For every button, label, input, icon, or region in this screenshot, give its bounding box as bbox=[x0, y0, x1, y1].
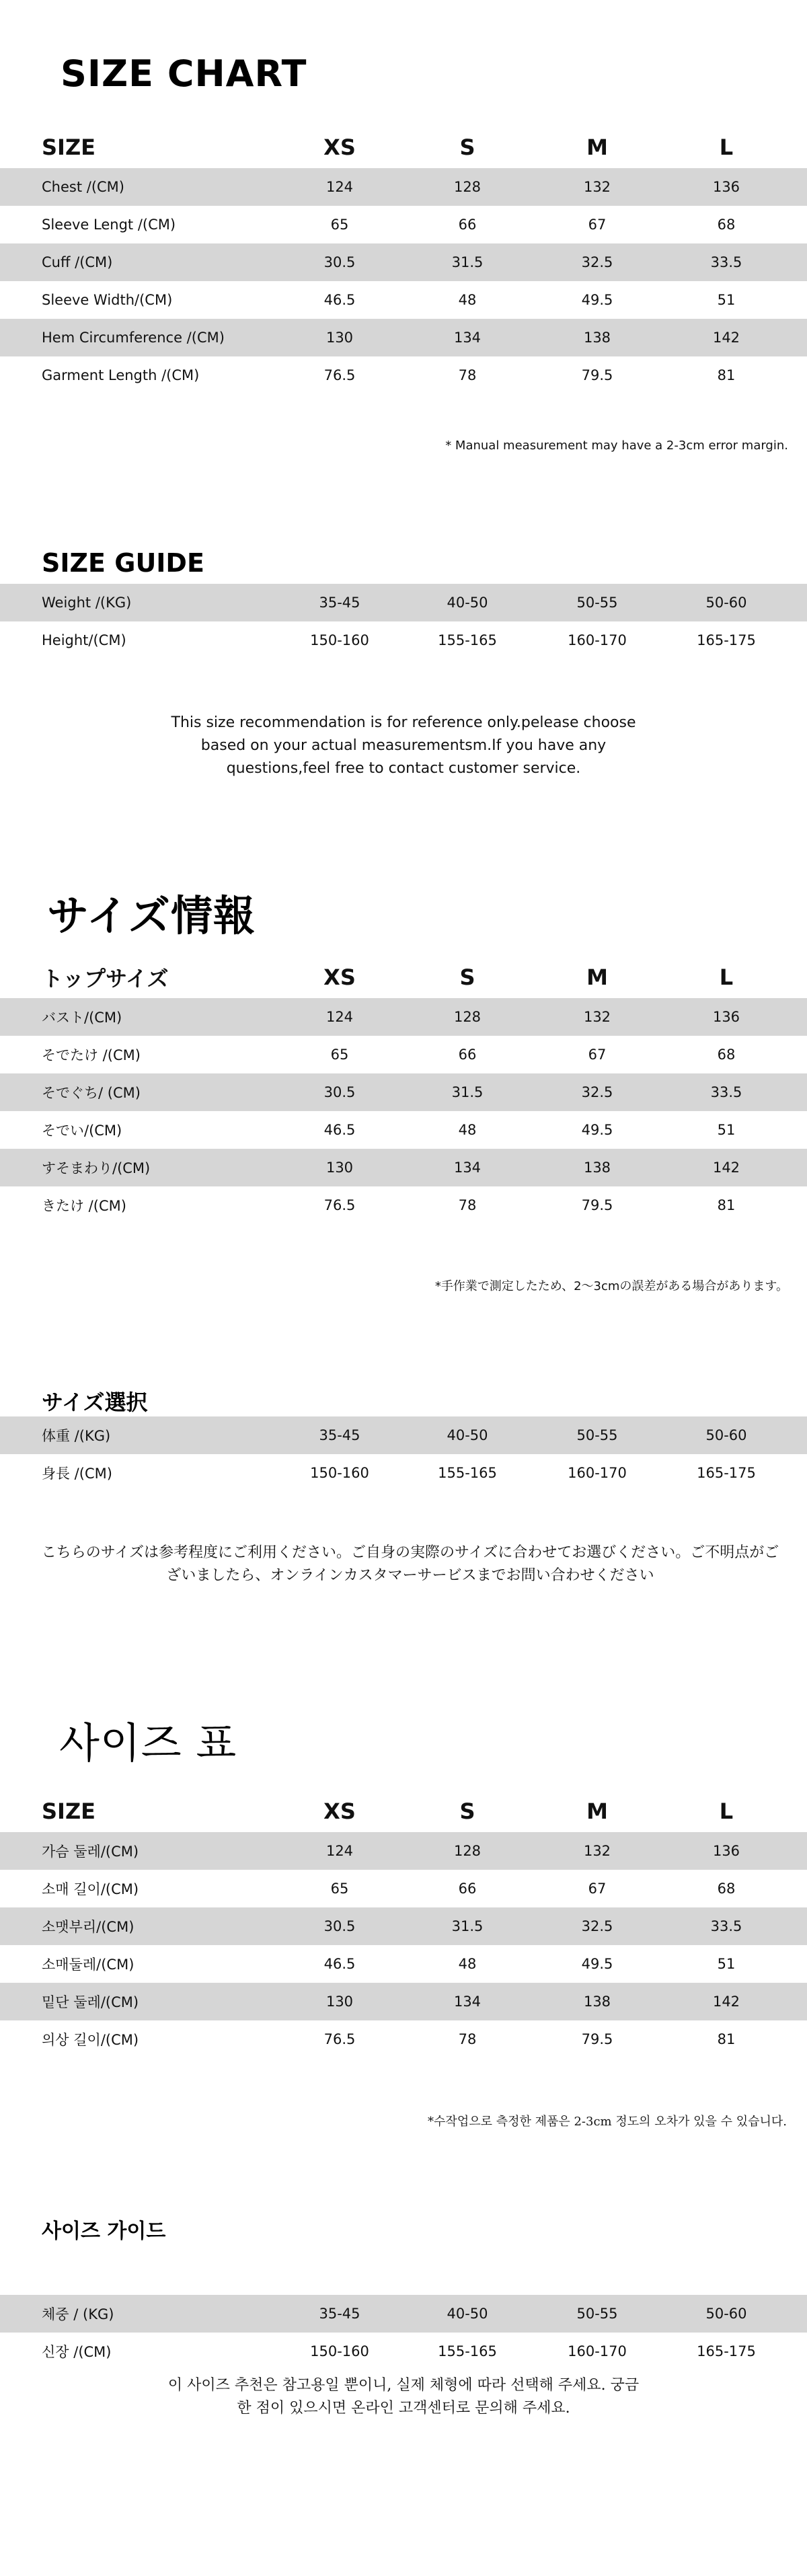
row-value: 128 bbox=[453, 1843, 482, 1859]
row-value: 134 bbox=[453, 330, 482, 346]
row-label: Garment Length /(CM) bbox=[42, 367, 200, 383]
header-xs: XS bbox=[323, 964, 356, 990]
header-m: M bbox=[586, 1798, 608, 1824]
row-label: 체중 / (KG) bbox=[42, 2306, 114, 2322]
table-header-row bbox=[0, 126, 807, 168]
table-row bbox=[0, 2295, 807, 2333]
row-value: 150-160 bbox=[310, 2343, 369, 2359]
header-m: M bbox=[586, 964, 608, 990]
header-m: M bbox=[586, 135, 608, 160]
section-korean bbox=[0, 1702, 807, 2576]
row-value: 33.5 bbox=[710, 1084, 742, 1100]
row-value: 142 bbox=[712, 1994, 740, 2010]
row-value: 81 bbox=[717, 1197, 736, 1213]
row-value: 48 bbox=[458, 292, 477, 308]
row-value: 124 bbox=[325, 1843, 354, 1859]
row-value: 124 bbox=[325, 1009, 354, 1025]
table-row bbox=[0, 1945, 807, 1983]
size-guide-title: SIZE GUIDE bbox=[42, 548, 204, 578]
row-value: 67 bbox=[588, 1047, 607, 1063]
row-label: 밑단 둘레/(CM) bbox=[42, 1994, 139, 2010]
row-value: 50-60 bbox=[705, 595, 747, 611]
row-value: 31.5 bbox=[451, 1918, 484, 1934]
header-s: S bbox=[459, 135, 475, 160]
row-value: 66 bbox=[458, 217, 477, 233]
row-label: そでぐち/ (CM) bbox=[42, 1085, 141, 1101]
table-row bbox=[0, 168, 807, 206]
table-row bbox=[0, 1149, 807, 1186]
header-s: S bbox=[459, 1798, 475, 1824]
row-value: 65 bbox=[330, 1047, 349, 1063]
table-row bbox=[0, 998, 807, 1036]
size-guide-title-jp: サイズ選択 bbox=[42, 1390, 148, 1415]
table-row bbox=[0, 1832, 807, 1870]
header-l: L bbox=[719, 964, 734, 990]
row-label: 신장 /(CM) bbox=[42, 2344, 112, 2360]
row-value: 78 bbox=[458, 367, 477, 383]
row-value: 32.5 bbox=[581, 1084, 613, 1100]
table-row bbox=[0, 1870, 807, 1907]
row-value: 49.5 bbox=[581, 292, 613, 308]
row-value: 65 bbox=[330, 1881, 349, 1897]
row-value: 32.5 bbox=[581, 1918, 613, 1934]
header-l: L bbox=[719, 1798, 734, 1824]
table-row bbox=[0, 281, 807, 319]
size-guide-table-kr-rows bbox=[0, 2295, 807, 2370]
row-value: 31.5 bbox=[451, 254, 484, 270]
row-value: 132 bbox=[583, 179, 611, 195]
row-value: 79.5 bbox=[581, 1197, 613, 1213]
row-value: 66 bbox=[458, 1881, 477, 1897]
row-value: 134 bbox=[453, 1994, 482, 2010]
header-s: S bbox=[459, 964, 475, 990]
row-value: 30.5 bbox=[323, 1918, 356, 1934]
row-label: 소맷부리/(CM) bbox=[42, 1919, 134, 1935]
row-value: 81 bbox=[717, 367, 736, 383]
table-row bbox=[0, 1111, 807, 1149]
row-value: 160-170 bbox=[568, 1465, 627, 1481]
header-xs: XS bbox=[323, 1798, 356, 1824]
table-header-row bbox=[0, 956, 807, 998]
row-value: 130 bbox=[325, 330, 354, 346]
size-guide-note-jp: こちらのサイズは参考程度にご利用ください。ご自身の実際のサイズに合わせてお選びください。ご不明点がございましたら、オンラインカスタマーサービスまでお問い合わせください bbox=[41, 1544, 779, 1584]
row-value: 50-55 bbox=[576, 595, 618, 611]
row-value: 81 bbox=[717, 2031, 736, 2047]
row-value: 79.5 bbox=[581, 2031, 613, 2047]
row-value: 30.5 bbox=[323, 1084, 356, 1100]
row-value: 40-50 bbox=[447, 595, 488, 611]
row-value: 150-160 bbox=[310, 1465, 369, 1481]
row-label: Sleeve Lengt /(CM) bbox=[42, 217, 176, 233]
row-value: 142 bbox=[712, 330, 740, 346]
row-value: 76.5 bbox=[323, 2031, 356, 2047]
row-value: 31.5 bbox=[451, 1084, 484, 1100]
row-value: 155-165 bbox=[438, 1465, 497, 1481]
row-value: 142 bbox=[712, 1160, 740, 1176]
table-row bbox=[0, 1416, 807, 1454]
measurement-note-kr: *수작업으로 측정한 제품은 2-3cm 정도의 오차가 있을 수 있습니다. bbox=[428, 2115, 787, 2129]
row-label: Sleeve Width/(CM) bbox=[42, 292, 173, 308]
row-value: 136 bbox=[712, 1009, 740, 1025]
row-value: 46.5 bbox=[323, 1122, 356, 1138]
row-value: 165-175 bbox=[697, 632, 756, 648]
row-value: 76.5 bbox=[323, 367, 356, 383]
row-value: 136 bbox=[712, 1843, 740, 1859]
row-value: 50-55 bbox=[576, 1427, 618, 1443]
row-label: Cuff /(CM) bbox=[42, 254, 113, 270]
row-label: 身長 /(CM) bbox=[42, 1466, 112, 1482]
row-value: 49.5 bbox=[581, 1956, 613, 1972]
header-label: SIZE bbox=[42, 1798, 96, 1824]
row-value: 132 bbox=[583, 1009, 611, 1025]
row-value: 78 bbox=[458, 1197, 477, 1213]
row-value: 155-165 bbox=[438, 2343, 497, 2359]
table-row bbox=[0, 621, 807, 659]
row-label: 体重 /(KG) bbox=[42, 1428, 111, 1444]
row-value: 46.5 bbox=[323, 1956, 356, 1972]
measurement-note: * Manual measurement may have a 2-3cm error margin. bbox=[445, 439, 788, 453]
table-row bbox=[0, 319, 807, 356]
row-value: 155-165 bbox=[438, 632, 497, 648]
table-row bbox=[0, 243, 807, 281]
size-chart-table-kr bbox=[0, 1790, 807, 2058]
header-label: トップサイズ bbox=[42, 966, 169, 991]
row-value: 138 bbox=[583, 1994, 611, 2010]
row-value: 33.5 bbox=[710, 1918, 742, 1934]
row-value: 51 bbox=[717, 1122, 736, 1138]
table-row bbox=[0, 1907, 807, 1945]
row-label: 의상 길이/(CM) bbox=[42, 2032, 139, 2048]
row-value: 51 bbox=[717, 1956, 736, 1972]
table-row bbox=[0, 356, 807, 394]
row-value: 160-170 bbox=[568, 632, 627, 648]
row-label: すそまわり/(CM) bbox=[42, 1160, 151, 1176]
size-chart-table bbox=[0, 126, 807, 394]
row-label: そでい/(CM) bbox=[42, 1123, 122, 1139]
row-value: 48 bbox=[458, 1122, 477, 1138]
row-label: Height/(CM) bbox=[42, 632, 126, 648]
row-value: 50-60 bbox=[705, 1427, 747, 1443]
measurement-note-jp: *手作業で測定したため、2～3cmの誤差がある場合があります。 bbox=[434, 1279, 788, 1293]
row-value: 138 bbox=[583, 1160, 611, 1176]
row-value: 40-50 bbox=[447, 2306, 488, 2322]
table-row bbox=[0, 1186, 807, 1224]
row-label: そでたけ /(CM) bbox=[42, 1047, 141, 1063]
row-value: 128 bbox=[453, 1009, 482, 1025]
size-guide-table bbox=[0, 584, 807, 659]
row-value: 67 bbox=[588, 1881, 607, 1897]
row-value: 150-160 bbox=[310, 632, 369, 648]
page-title-kr: 사이즈 표 bbox=[59, 1718, 237, 1768]
row-label: Hem Circumference /(CM) bbox=[42, 330, 225, 346]
row-value: 35-45 bbox=[319, 595, 360, 611]
row-value: 138 bbox=[583, 330, 611, 346]
table-row bbox=[0, 2020, 807, 2058]
row-value: 160-170 bbox=[568, 2343, 627, 2359]
section-english bbox=[0, 0, 807, 807]
size-guide-note-kr: 이 사이즈 추천은 참고용일 뿐이니, 실제 체형에 따라 선택해 주세요. 궁금한 점이 있으시면 온라인 고객센터로 문의해 주세요. bbox=[167, 2377, 640, 2417]
row-label: バスト/(CM) bbox=[42, 1010, 122, 1026]
header-label: SIZE bbox=[42, 135, 96, 160]
row-label: Chest /(CM) bbox=[42, 179, 124, 195]
row-value: 165-175 bbox=[697, 2343, 756, 2359]
table-row bbox=[0, 2333, 807, 2370]
row-label: 가슴 둘레/(CM) bbox=[42, 1844, 139, 1860]
row-value: 68 bbox=[717, 1047, 736, 1063]
row-value: 66 bbox=[458, 1047, 477, 1063]
row-value: 130 bbox=[325, 1160, 354, 1176]
row-label: きたけ /(CM) bbox=[42, 1198, 126, 1214]
table-row bbox=[0, 1454, 807, 1492]
row-value: 35-45 bbox=[319, 1427, 360, 1443]
row-value: 132 bbox=[583, 1843, 611, 1859]
header-l: L bbox=[719, 135, 734, 160]
page-title-jp: サイズ情報 bbox=[47, 891, 256, 940]
row-value: 30.5 bbox=[323, 254, 356, 270]
row-value: 68 bbox=[717, 1881, 736, 1897]
row-value: 49.5 bbox=[581, 1122, 613, 1138]
row-value: 130 bbox=[325, 1994, 354, 2010]
section-japanese bbox=[0, 841, 807, 1688]
row-value: 78 bbox=[458, 2031, 477, 2047]
row-value: 124 bbox=[325, 179, 354, 195]
row-value: 67 bbox=[588, 217, 607, 233]
row-value: 65 bbox=[330, 217, 349, 233]
row-value: 136 bbox=[712, 179, 740, 195]
row-value: 51 bbox=[717, 292, 736, 308]
row-value: 48 bbox=[458, 1956, 477, 1972]
table-row bbox=[0, 1073, 807, 1111]
table-row bbox=[0, 1036, 807, 1073]
row-value: 79.5 bbox=[581, 367, 613, 383]
size-guide-title-kr: 사이즈 가이드 bbox=[42, 2220, 166, 2243]
size-guide-note: This size recommendation is for reference only.pelease choose based on your actual measurementsm.If you have any questions,feel free to contact customer service. bbox=[171, 714, 636, 777]
table-row bbox=[0, 206, 807, 243]
row-value: 50-60 bbox=[705, 2306, 747, 2322]
page-title: SIZE CHART bbox=[61, 52, 307, 95]
row-value: 33.5 bbox=[710, 254, 742, 270]
row-value: 40-50 bbox=[447, 1427, 488, 1443]
row-value: 128 bbox=[453, 179, 482, 195]
table-row bbox=[0, 1983, 807, 2020]
row-value: 68 bbox=[717, 217, 736, 233]
header-xs: XS bbox=[323, 135, 356, 160]
size-guide-table-jp bbox=[0, 1416, 807, 1492]
row-value: 76.5 bbox=[323, 1197, 356, 1213]
row-label: Weight /(KG) bbox=[42, 595, 132, 611]
table-row bbox=[0, 584, 807, 621]
row-value: 46.5 bbox=[323, 292, 356, 308]
row-label: 소매 길이/(CM) bbox=[42, 1881, 139, 1897]
row-value: 35-45 bbox=[319, 2306, 360, 2322]
row-value: 165-175 bbox=[697, 1465, 756, 1481]
size-chart-table-jp bbox=[0, 956, 807, 1224]
row-value: 134 bbox=[453, 1160, 482, 1176]
row-value: 32.5 bbox=[581, 254, 613, 270]
row-value: 50-55 bbox=[576, 2306, 618, 2322]
row-label: 소매둘레/(CM) bbox=[42, 1957, 134, 1973]
table-header-row bbox=[0, 1790, 807, 1832]
